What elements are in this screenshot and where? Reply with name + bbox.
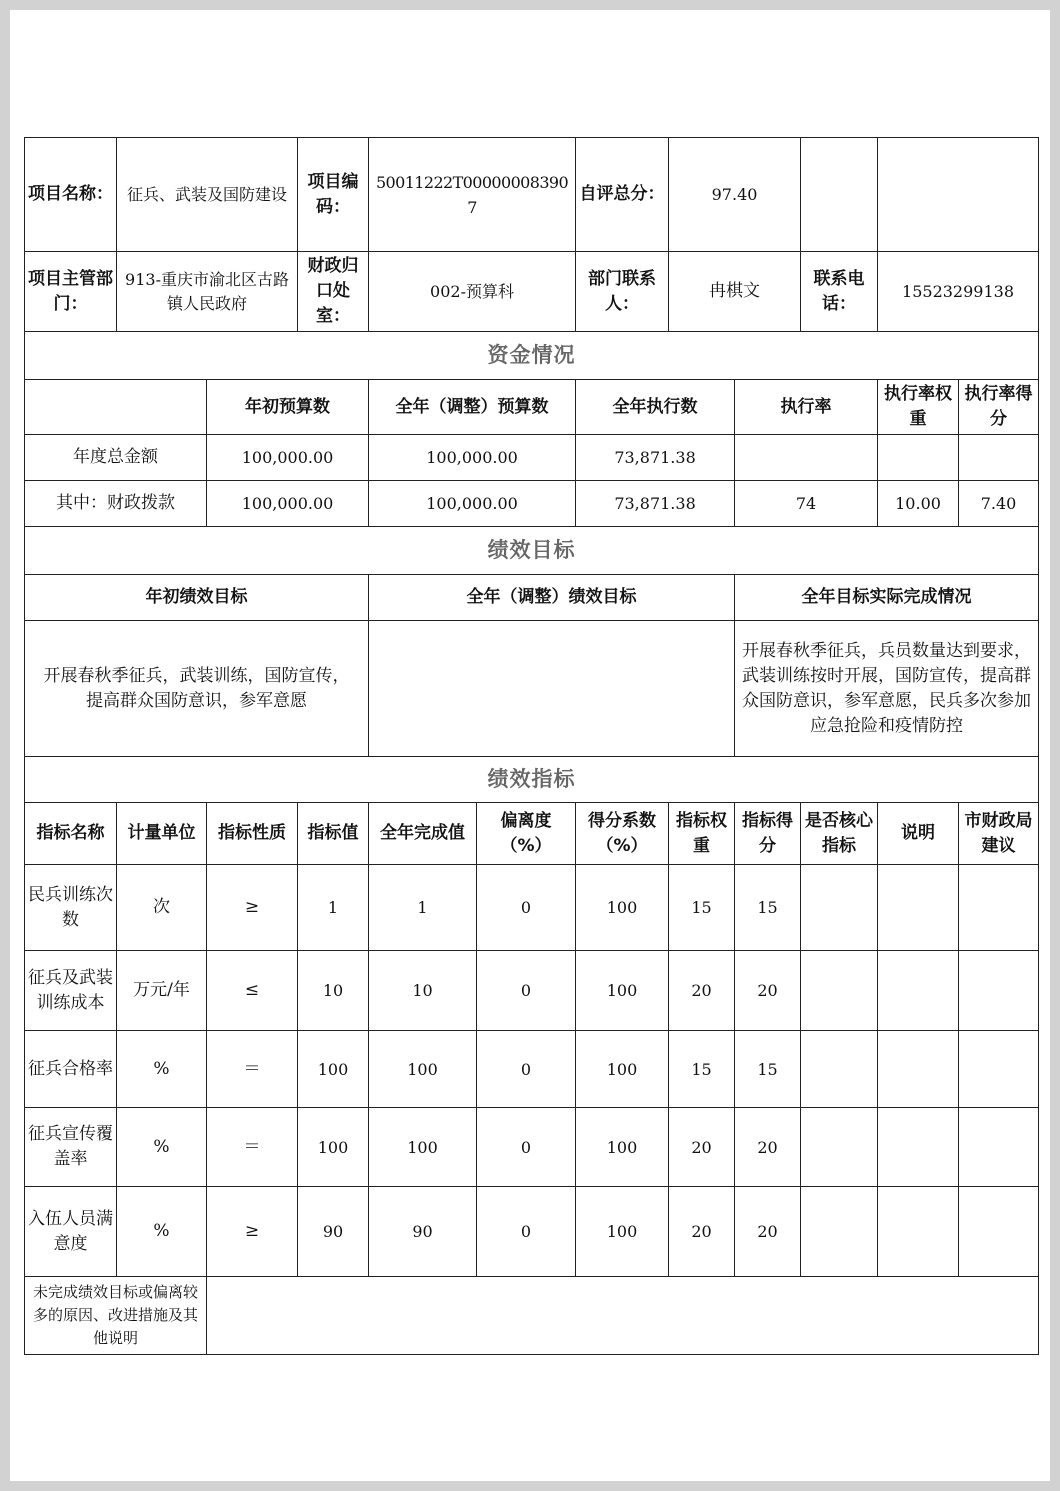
indicator-core [801,1031,878,1108]
indicator-core [801,1187,878,1277]
adjusted-budget-cell: 100,000.00 [369,481,576,527]
indicator-header: 全年完成值 [369,803,477,865]
indicator-coefficient: 100 [576,1108,669,1187]
empty-cell [25,380,207,435]
indicator-row [25,865,1039,951]
indicator-deviation: 0 [477,1031,576,1108]
indicator-score: 20 [735,1187,801,1277]
project-name-label: 项目名称： [25,138,117,252]
indicator-advice [959,1187,1039,1277]
project-code-label: 项目编码： [298,138,369,252]
indicator-coefficient: 100 [576,865,669,951]
indicator-actual: 100 [369,1108,477,1187]
remarks-row [25,1277,1039,1355]
funds-row-label: 年度总金额 [25,435,207,481]
contact-label: 部门联系人： [576,252,669,332]
indicator-note [878,865,959,951]
dept-value: 913-重庆市渝北区古路镇人民政府 [117,252,298,332]
indicator-unit: % [117,1031,207,1108]
goals-header: 全年（调整）绩效目标 [369,575,735,621]
indicator-note [878,1187,959,1277]
indicator-header: 指标值 [298,803,369,865]
project-name-value: 征兵、武装及国防建设 [117,138,298,252]
indicator-target: 100 [298,1108,369,1187]
funds-row-label: 其中：财政拨款 [25,481,207,527]
indicator-deviation: 0 [477,1187,576,1277]
goals-header: 全年目标实际完成情况 [735,575,1039,621]
indicator-advice [959,865,1039,951]
indicator-score: 15 [735,865,801,951]
indicator-core [801,951,878,1031]
funds-row [25,481,1039,527]
funds-header: 全年（调整）预算数 [369,380,576,435]
indicator-row [25,1187,1039,1277]
contact-value: 冉棋文 [669,252,801,332]
indicator-actual: 10 [369,951,477,1031]
indicator-score: 15 [735,1031,801,1108]
indicator-score: 20 [735,951,801,1031]
self-score-label: 自评总分： [576,138,669,252]
indicator-name: 征兵宣传覆盖率 [25,1108,117,1187]
phone-label: 联系电话： [801,252,878,332]
funds-section-row [25,332,1039,380]
empty-cell [801,138,878,252]
actual-completion-text: 开展春秋季征兵，兵员数量达到要求，武装训练按时开展，国防宣传，提高群众国防意识，参军意愿，民兵多次参加应急抢险和疫情防控 [735,621,1039,757]
indicator-header: 计量单位 [117,803,207,865]
goals-header-row [25,575,1039,621]
indicator-target: 90 [298,1187,369,1277]
indicator-weight: 20 [669,1187,735,1277]
indicator-weight: 15 [669,1031,735,1108]
funds-header: 年初预算数 [207,380,369,435]
indicator-unit: % [117,1187,207,1277]
indicators-section-title: 绩效指标 [25,757,1039,803]
indicator-actual: 1 [369,865,477,951]
indicator-deviation: 0 [477,865,576,951]
adjusted-budget-cell: 100,000.00 [369,435,576,481]
initial-goal-text: 开展春秋季征兵，武装训练，国防宣传，提高群众国防意识，参军意愿 [25,621,369,757]
funds-row [25,435,1039,481]
dept-label: 项目主管部门： [25,252,117,332]
self-score-value: 97.40 [669,138,801,252]
rate-weight-cell [878,435,959,481]
rate-score-cell [959,435,1039,481]
funds-header: 执行率权重 [878,380,959,435]
goals-section-row [25,527,1039,575]
project-code-value: 50011222T000000083907 [369,138,576,252]
indicator-header: 指标名称 [25,803,117,865]
adjusted-goal-text [369,621,735,757]
goals-content-row [25,621,1039,757]
indicator-name: 入伍人员满意度 [25,1187,117,1277]
indicator-nature: ≥ [207,865,298,951]
indicator-deviation: 0 [477,951,576,1031]
goals-section-title: 绩效目标 [25,527,1039,575]
execution-rate-cell: 74 [735,481,878,527]
empty-cell [878,138,1039,252]
indicator-unit: 次 [117,865,207,951]
indicator-header: 指标得分 [735,803,801,865]
indicator-actual: 100 [369,1031,477,1108]
indicator-target: 10 [298,951,369,1031]
indicator-name: 征兵及武装训练成本 [25,951,117,1031]
indicators-header-row [25,803,1039,865]
funds-section-title: 资金情况 [25,332,1039,380]
funds-header: 全年执行数 [576,380,735,435]
initial-budget-cell: 100,000.00 [207,481,369,527]
indicator-header: 偏离度（%） [477,803,576,865]
indicator-weight: 20 [669,951,735,1031]
indicator-nature: ≤ [207,951,298,1031]
indicator-unit: % [117,1108,207,1187]
indicator-unit: 万元/年 [117,951,207,1031]
indicator-actual: 90 [369,1187,477,1277]
remarks-value [207,1277,1039,1355]
info-row-2 [25,252,1039,332]
funds-header: 执行率 [735,380,878,435]
indicator-coefficient: 100 [576,1031,669,1108]
indicator-advice [959,951,1039,1031]
indicator-header: 指标权重 [669,803,735,865]
funds-header: 执行率得分 [959,380,1039,435]
indicator-core [801,865,878,951]
performance-evaluation-table [24,137,1039,1355]
indicator-target: 100 [298,1031,369,1108]
indicator-row [25,1031,1039,1108]
indicator-row [25,951,1039,1031]
indicator-coefficient: 100 [576,1187,669,1277]
initial-budget-cell: 100,000.00 [207,435,369,481]
document-page [10,10,1050,1481]
indicator-header: 说明 [878,803,959,865]
execution-rate-cell [735,435,878,481]
indicator-row [25,1108,1039,1187]
indicator-weight: 15 [669,865,735,951]
indicator-name: 征兵合格率 [25,1031,117,1108]
goals-header: 年初绩效目标 [25,575,369,621]
remarks-label: 未完成绩效目标或偏离较多的原因、改进措施及其他说明 [25,1277,207,1355]
indicator-target: 1 [298,865,369,951]
indicator-header: 是否核心指标 [801,803,878,865]
indicator-note [878,1108,959,1187]
indicator-header: 指标性质 [207,803,298,865]
rate-weight-cell: 10.00 [878,481,959,527]
indicator-weight: 20 [669,1108,735,1187]
phone-value: 15523299138 [878,252,1039,332]
indicator-core [801,1108,878,1187]
executed-cell: 73,871.38 [576,435,735,481]
info-row-1 [25,138,1039,252]
indicator-nature: ≥ [207,1187,298,1277]
executed-cell: 73,871.38 [576,481,735,527]
indicators-section-row [25,757,1039,803]
indicator-name: 民兵训练次数 [25,865,117,951]
funds-header-row [25,380,1039,435]
finance-office-value: 002-预算科 [369,252,576,332]
indicator-deviation: 0 [477,1108,576,1187]
rate-score-cell: 7.40 [959,481,1039,527]
finance-office-label: 财政归口处室： [298,252,369,332]
indicator-coefficient: 100 [576,951,669,1031]
indicator-note [878,951,959,1031]
indicator-advice [959,1108,1039,1187]
indicator-advice [959,1031,1039,1108]
indicator-note [878,1031,959,1108]
indicator-score: 20 [735,1108,801,1187]
indicator-nature: ＝ [207,1108,298,1187]
indicator-header: 市财政局建议 [959,803,1039,865]
indicator-nature: ＝ [207,1031,298,1108]
indicator-header: 得分系数（%） [576,803,669,865]
